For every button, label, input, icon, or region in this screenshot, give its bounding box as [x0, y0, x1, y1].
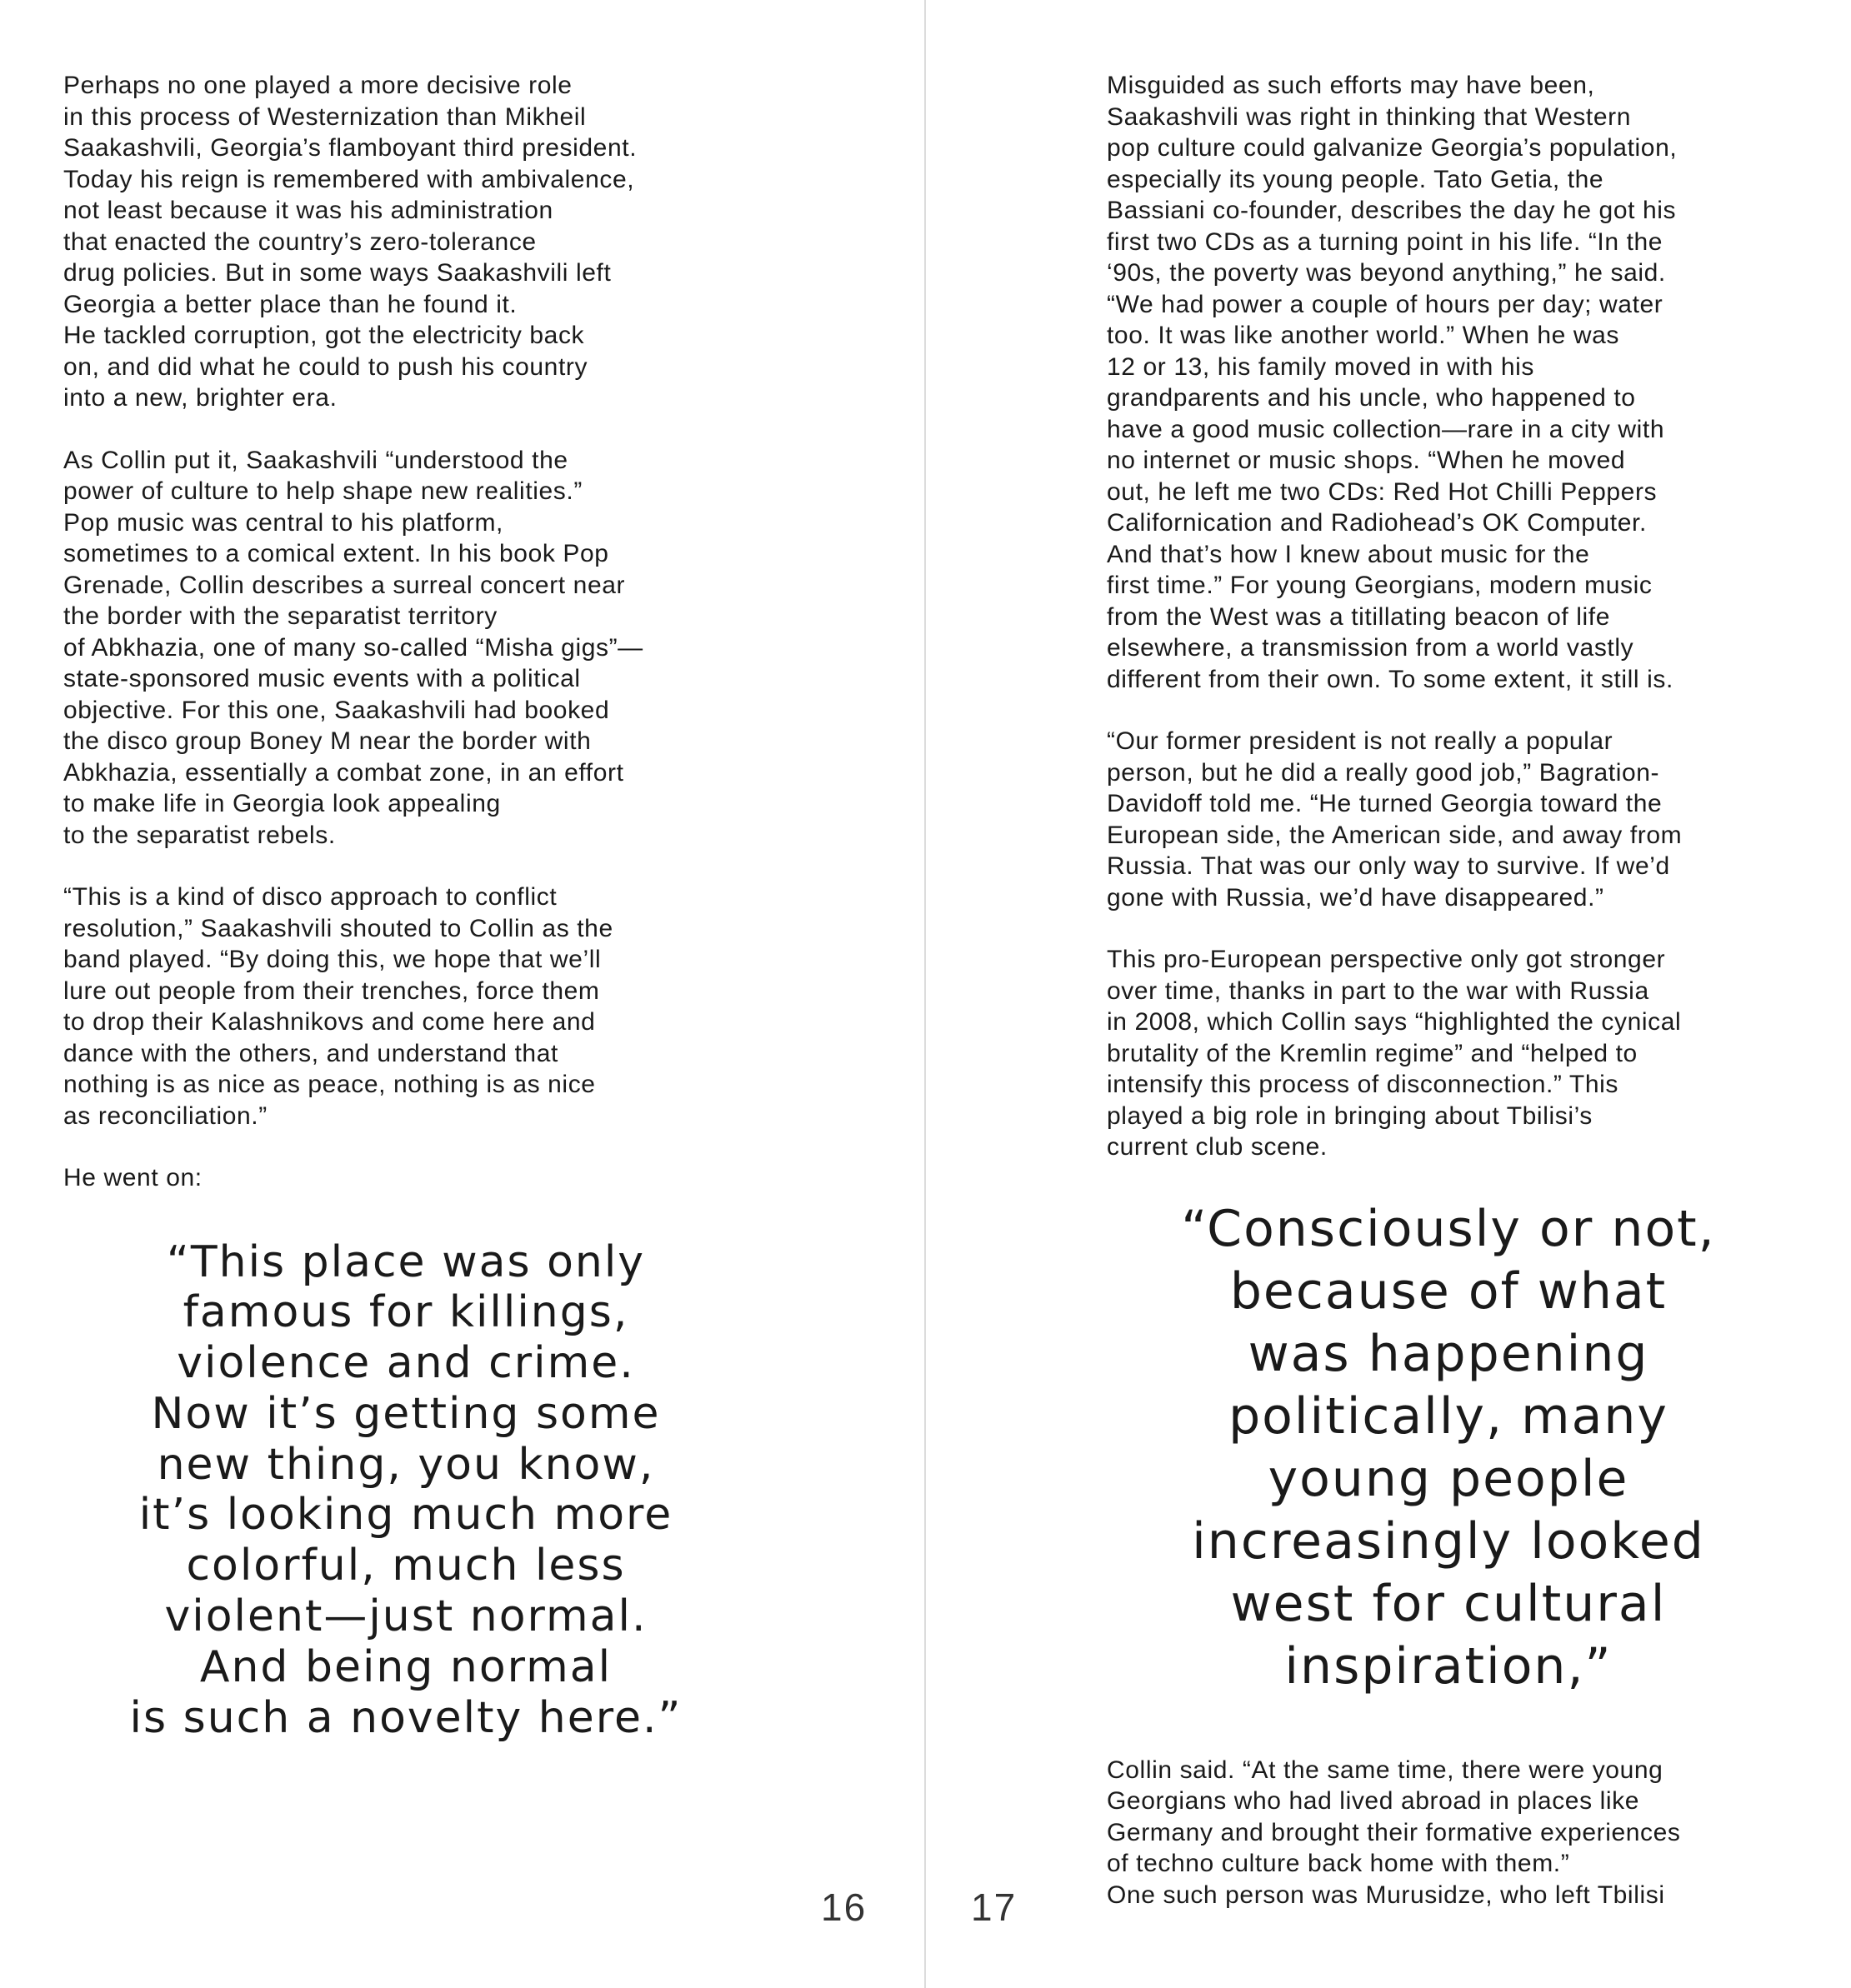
right-pull-quote: “Consciously or not, because of what was happening politically, many young people increasingly looked west for cultural inspiration,”	[1181, 1199, 1716, 1696]
right-closing-paragraph: Collin said. “At the same time, there were young Georgians who had lived abroad in places like Germany and brought their formative experiences of techno culture back home with them.” One such person was Murusidze, who left Tbilisi	[1107, 1756, 1681, 1909]
right-page-number: 17	[971, 1886, 1018, 1929]
left-paragraph-4: He went on:	[63, 1164, 203, 1191]
left-page	[0, 0, 925, 1988]
right-paragraph-2: “Our former president is not really a popular person, but he did a really good job,” Bagration- Davidoff told me. “He turned Georgia toward the European side, the American side, and away from Russia. That was our only way to survive. If we’d gone with Russia, we’d have disappeared.”	[1107, 727, 1683, 912]
left-paragraph-3: “This is a kind of disco approach to conflict resolution,” Saakashvili shouted to Collin as the band played. “By doing this, we hope that we’ll lure out people from their trenches, force them to drop their Kalashnikovs and come here and dance with the others, and understand that nothing is as nice as peace, nothing is as nice as reconciliation.”	[63, 883, 613, 1130]
right-page	[926, 0, 1851, 1988]
left-paragraph-1: Perhaps no one played a more decisive role in this process of Westernization than Mikheil Saakashvili, Georgia’s flamboyant third president. Today his reign is remembered with ambivalence, not least because it was his administration that enacted the country’s zero-tolerance drug policies. But in some ways Saakashvili left Georgia a better place than he found it. He tackled corruption, got the electricity back on, and did what he could to push his country into a new, brighter era.	[63, 72, 638, 412]
right-paragraph-3: This pro-European perspective only got stronger over time, thanks in part to the war with Russia in 2008, which Collin says “highlighted the cynical brutality of the Kremlin regime” and “helped to intensify this process of disconnection.” This played a big role in bringing about Tbilisi’s current club scene.	[1107, 946, 1682, 1161]
right-text-column	[1107, 70, 1798, 1911]
left-text-column	[63, 70, 747, 1743]
left-paragraph-2: As Collin put it, Saakashvili “understood the power of culture to help shape new realities.” Pop music was central to his platform, sometimes to a comical extent. In his book Pop Grenade, Collin describes a surreal concert near the border with the separatist territory of Abkhazia, one of many so-called “Misha gigs”— state-sponsored music events with a political objective. For this one, Saakashvili had booked the disco group Boney M near the border with Abkhazia, essentially a combat zone, in an effort to make life in Georgia look appealing to the separatist rebels.	[63, 446, 643, 849]
left-page-number: 16	[821, 1886, 868, 1929]
left-pull-quote: “This place was only famous for killings, violence and crime. Now it’s getting some new thing, you know, it’s looking much more colorful, much less violent—just normal. And being normal is such a novelty here.”	[129, 1236, 683, 1743]
right-paragraph-1: Misguided as such efforts may have been, Saakashvili was right in thinking that Western pop culture could galvanize Georgia’s population, especially its young people. Tato Getia, the Bassiani co-founder, describes the day he got his first two CDs as a turning point in his life. “In the ‘90s, the poverty was beyond anything,” he said. “We had power a couple of hours per day; water too. It was like another world.” When he was 12 or 13, his family moved in with his grandparents and his uncle, who happened to have a good music collection—rare in a city with no internet or music shops. “When he moved out, he left me two CDs: Red Hot Chilli Peppers Californication and Radiohead’s OK Computer. And that’s how I knew about music for the first time.” For young Georgians, modern music from the West was a titillating beacon of life elsewhere, a transmission from a world vastly different from their own. To some extent, it still is.	[1107, 72, 1678, 693]
